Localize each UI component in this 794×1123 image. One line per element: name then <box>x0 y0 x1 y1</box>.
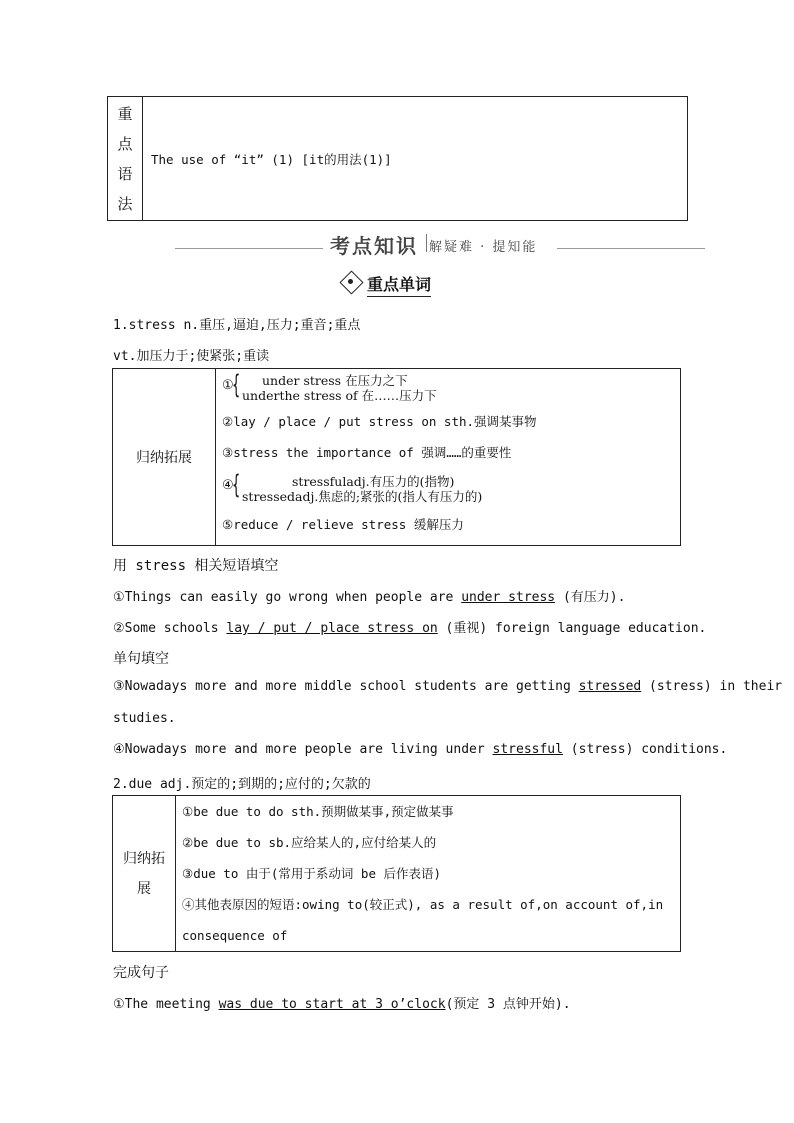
brace-bot: stressedadj.焦虑的;紧张的(指人有压力的) <box>242 489 483 504</box>
ex-text: (stress) conditions. <box>562 742 728 757</box>
ex-text: ①Things can easily go wrong when people are <box>113 590 462 605</box>
ex-answer: was due to start at 3 o’clock <box>218 997 446 1012</box>
row: ①be due to do sth.预期做某事,预定做某事 <box>182 804 454 819</box>
divider <box>426 234 427 252</box>
brace-icon: { <box>232 470 241 500</box>
label-char: 点 <box>117 134 133 153</box>
exercise-3 <box>113 679 782 694</box>
label-line: 归纳拓 <box>123 850 165 867</box>
exercise-4 <box>113 742 727 757</box>
grammar-box <box>107 96 688 221</box>
section-subtitle: 解疑难 · 提知能 <box>429 240 538 255</box>
ex-answer: under stress <box>461 590 556 605</box>
label-char: 法 <box>117 194 133 213</box>
brace-group <box>222 372 680 406</box>
ex-text: ③Nowadays more and more middle school students are getting <box>113 679 579 694</box>
brace-group <box>222 468 680 508</box>
table-content <box>216 369 681 546</box>
label-char: 重 <box>117 104 133 123</box>
ex-text: ④Nowadays more and more people are living under <box>113 742 493 757</box>
brace-top: stressfuladj.有压力的(指物) <box>292 474 455 489</box>
section-title: 考点知识 <box>330 234 418 258</box>
row: ③stress the importance of 强调……的重要性 <box>222 445 512 460</box>
item2-table <box>112 795 681 952</box>
brace-bot: underthe stress of 在……压力下 <box>242 388 437 403</box>
row: ②lay / place / put stress on sth.强调某事物 <box>222 414 537 429</box>
row: ③due to 由于(常用于系动词 be 后作表语) <box>182 866 442 881</box>
item1-line2: vt.加压力于;使紧张;重读 <box>113 349 270 364</box>
brace-icon: { <box>232 370 241 400</box>
row: consequence of <box>182 928 288 943</box>
item1-table <box>112 368 681 546</box>
exercise-1 <box>113 993 571 1012</box>
ex-text: (重视) foreign language education. <box>437 621 707 636</box>
exercise-1 <box>113 586 625 605</box>
dot-icon <box>348 279 353 284</box>
item1-title: 1.stress n.重压,逼迫,压力;重音;重点 <box>113 318 361 333</box>
grammar-content: The use of “it” (1) [it的用法(1)] <box>143 97 688 221</box>
exercise-title: 完成句子 <box>113 965 169 981</box>
table-label: 归纳拓展 <box>113 369 216 546</box>
ex-answer: stressed <box>578 679 642 694</box>
brace-top: under stress 在压力之下 <box>262 373 408 388</box>
single-title: 单句填空 <box>113 651 169 667</box>
divider-line <box>175 248 323 249</box>
grammar-label <box>108 97 143 221</box>
exercise-2 <box>113 617 706 636</box>
table-label <box>113 796 176 952</box>
row: ②be due to sb.应给某人的,应付给某人的 <box>182 835 437 850</box>
section-header <box>175 229 705 257</box>
item2-title: 2.due adj.预定的;到期的;应付的;欠款的 <box>113 777 371 792</box>
exercise-title: 用 stress 相关短语填空 <box>113 558 279 574</box>
ex-answer: stressful <box>492 742 563 757</box>
label-line: 展 <box>137 880 151 897</box>
row-num: ① <box>222 378 234 393</box>
ex-text: ①The meeting <box>113 997 219 1012</box>
ex-text: ②Some schools <box>113 621 227 636</box>
ex-text: (有压力). <box>555 590 626 605</box>
sub-heading <box>341 272 481 296</box>
label-char: 语 <box>117 164 133 183</box>
row: ⑤reduce / relieve stress 缓解压力 <box>222 517 464 532</box>
row: ④其他表原因的短语:owing to(较正式), as a result of,on account of,in <box>182 897 664 912</box>
ex-answer: lay / put / place stress on <box>226 621 438 636</box>
table-content <box>176 796 681 952</box>
row-num: ④ <box>222 478 234 493</box>
ex-text: (stress) in their <box>641 679 783 694</box>
divider-line <box>557 248 705 249</box>
sub-heading-label: 重点单词 <box>367 272 431 297</box>
exercise-3-cont: studies. <box>113 711 176 726</box>
ex-text: (预定 3 点钟开始). <box>445 997 571 1012</box>
